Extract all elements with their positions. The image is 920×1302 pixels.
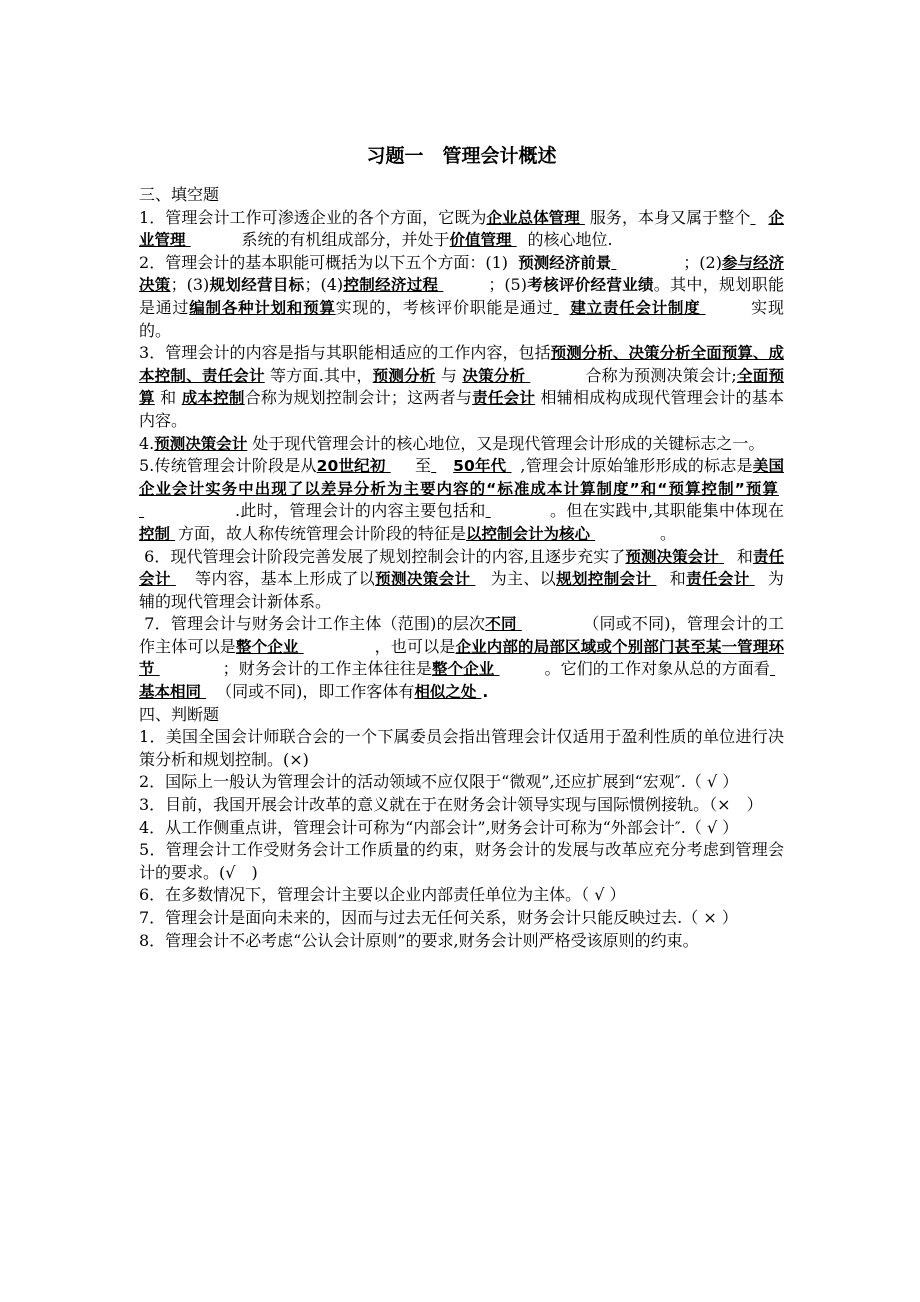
fill-question-5 [139,455,784,545]
q6-blank-pad-4 [651,568,669,591]
q5-text-g: .此时，管理会计的内容主要包括和 [235,501,486,521]
q6-text-e: 等内容，基本上形成了以 [194,569,376,589]
q7-answer-6: 相似之处 [414,683,477,702]
q1-text-a: 1．管理会计工作可渗透企业的各个方面，它既为 [139,207,487,227]
q1-text-c: 服务，本身又属于整个 [589,207,751,227]
q1-text-e: 系统的有机组成部分，并处于 [241,230,450,250]
q6-blank-pad-3 [470,568,490,591]
section-heading-true-false: 四、判断题 [139,704,220,724]
judge-question-7: 7．管理会计是面向未来的，因而与过去无任何关系，财务会计只能反映过去.（ × ） [139,908,738,927]
q2-text-i: ；(5) [488,275,527,295]
q4-text-c: 处于现代管理会计的核心地位，又是现代管理会计形成的关键标志之一。 [252,433,765,453]
q5-blank-pad-7 [590,523,660,546]
q7-text-i: 。它们的工作对象从总的方面看 [544,659,770,679]
judge-question-1: 1．美国全国会计师联合会的一个下属委员会指出管理会计仅适用于盈利性质的单位进行决策分析和规划控制。(×) [139,727,784,769]
q3-answer-5: 成本控制 [181,389,245,408]
q1-text-g: 的核心地位. [527,230,613,250]
q1-blank-pad-2 [750,207,768,230]
q7-answer-3: 企业内部的局部区域或个别部门甚至某一管理环节 [139,637,784,679]
q3-blank-pad [525,365,585,388]
judge-question-5: 5．管理会计工作受财务会计工作质量的约束，财务会计的发展与改革应充分考虑到管理会计的要求。(√ ) [139,840,784,882]
section-heading-fill-blank: 三、填空题 [139,185,220,204]
q5-text-a: 5.传统管理会计阶段是从 [139,456,317,476]
q3-answer-1: 预测分析、决策分析全面预算、成本控制、责任会计 [139,344,784,385]
q5-text-c: 至 [414,456,432,476]
judge-question-6: 6．在多数情况下，管理会计主要以企业内部责任单位为主体。（ √ ） [139,885,626,905]
q7-answer-5: 基本相同 [139,683,202,702]
q5-blank-4 [139,500,235,523]
document-body [139,184,784,952]
q5-answer-5: 以控制会计为核心 [466,524,591,543]
q7-blank-pad [517,613,573,636]
q2-answer-6: 编制各种计划和预算 [189,298,336,317]
q5-text-j: 方面，故人称传统管理会计阶段的特征是 [178,523,467,543]
q7-blank-pad-2 [299,636,375,659]
q6-text-a: 6．现代管理会计阶段完善发展了规划控制会计的内容,且逐步充实了 [144,546,626,566]
q6-blank-pad-2 [171,568,195,591]
q3-answer-2: 预测分析 [372,366,436,385]
q6-text-g: 为主、以 [490,569,557,589]
q3-text-a: 3．管理会计的内容是指与其职能相适应的工作内容，包括 [139,343,551,363]
q2-blank-pad [611,252,683,275]
q5-text-l: 。 [660,523,677,543]
q7-text-a: 7．管理会计与财务会计工作主体（范围)的层次 [144,614,486,634]
q6-answer-1: 预测决策会计 [625,547,719,566]
fill-question-4 [139,433,784,456]
fill-question-3 [139,342,784,432]
fill-question-7 [139,613,784,703]
q2-answer-1: 预测经济前景 [518,253,612,272]
q7-answer-2: 整个企业 [235,637,299,656]
q7-answer-4: 整个企业 [431,660,495,679]
q7-text-k: （同或不同)，即工作客体有 [216,682,415,702]
q6-answer-5: 责任会计 [686,570,750,589]
q5-blank-5 [486,500,550,523]
q1-blank-pad [580,207,590,230]
q2-answer-5: 考核评价经营业绩 [526,276,654,295]
q6-text-i: 和 [669,569,687,589]
q2-answer-2: 参与经济决策 [139,253,784,295]
q2-text-a: 2．管理会计的基本职能可概括为以下五个方面：(1) [139,252,509,272]
q1-answer-2: 企业管理 [139,208,784,250]
q1-answer-1: 企业总体管理 [486,208,580,227]
q1-answer-3: 价值管理 [449,231,512,250]
q2-text-k: 。其中，规划职能是通过 [139,275,784,317]
q2-answer-4: 控制经济过程 [343,276,439,295]
judge-question-4: 4．从工作侧重点讲，管理会计可称为“内部会计”,财务会计可称为“外部会计″.（ √ ） [139,817,739,837]
q6-answer-4: 规划控制会计 [556,570,652,589]
judge-question-8: 8．管理会计不必考虑“公认会计原则”的要求,财务会计则严格受该原则的约束。 [139,930,699,950]
q7-blank-pad-3 [155,658,223,681]
q7-text-g: ；财务会计的工作主体往往是 [222,659,432,679]
q3-text-k: 合称为规划控制会计；这两者与 [244,388,473,408]
q2-text-m: 实现的，考核评价职能是通过 [335,297,554,317]
q5-blank-pad-3 [506,455,520,478]
q3-answer-6: 责任会计 [472,389,536,408]
fill-question-2 [139,252,784,342]
q7-answer-1: 不同 [485,615,517,634]
q7-blank-pad-5 [770,658,784,681]
judge-question-2: 2．国际上一般认为管理会计的活动领域不应仅限于“微观”,还应扩展到“宏观″.（ √ ） [139,772,739,792]
judge-question-3: 3．目前，我国开展会计改革的意义就在于在财务会计领导实现与国际惯例接轨。（× ） [139,795,763,815]
q3-text-e: 与 [440,365,458,385]
q6-answer-3: 预测决策会计 [375,570,471,589]
q3-text-i: 和 [160,388,177,408]
q3-text-c: 等方面.其中， [270,365,373,385]
q6-text-c: 和 [736,546,753,566]
page-title: 习题一 管理会计概述 [366,145,557,167]
q7-text-c: （同或不同)，管理会计的工作主体可以是 [139,614,784,656]
fill-question-6 [139,546,784,614]
q5-blank-pad-6 [170,523,178,546]
q6-blank-pad [719,546,737,569]
q7-blank-pad-4 [494,658,544,681]
q3-text-m: 相辅相成构成现代管理会计的基本内容。 [139,388,784,430]
q4-answer-1: 预测决策会计 [154,434,248,453]
q3-text-g: 合称为预测决策会计; [585,365,737,385]
q5-answer-4: 控制 [139,524,171,543]
q4-text-a: 4. [139,433,155,453]
q6-blank-pad-5 [750,568,768,591]
q2-text-o: 实现的。 [139,297,784,340]
q2-text-e: ；(3) [170,275,210,295]
q5-blank-pad-2 [431,455,453,478]
q7-text-e: ，也可以是 [374,636,456,656]
q5-text-e: ,管理会计原始雏形形成的标志是 [520,456,753,476]
q5-blank-pad [386,455,410,478]
q2-text-g: ；(4) [304,275,344,295]
q6-answer-2: 责任会计 [139,547,784,589]
q5-answer-3: 美国企业会计实务中出现了以差异分析为主要内容的“标准成本计算制度”和“预算控制”预算 [139,457,784,498]
q7-text-m: . [482,683,489,702]
q2-blank-pad-3 [554,297,570,320]
q3-answer-3: 决策分析 [462,366,526,385]
q2-blank-pad-2 [438,274,488,297]
fill-question-1 [139,207,784,252]
q1-blank-pad-4 [512,229,528,252]
q3-answer-4: 全面预算 [139,366,784,408]
q5-answer-1: 20世纪初 [316,457,386,476]
q7-blank-pad-6 [201,681,211,704]
q5-text-h: 。但在实践中,其职能集中体现在 [549,501,784,521]
q1-blank-pad-3 [186,229,242,252]
q2-text-c: ；(2) [683,252,722,272]
q2-answer-3: 规划经营目标 [209,276,305,295]
q6-text-k: 为辅的现代管理会计新体系。 [139,569,784,611]
q5-answer-2: 50年代 [453,457,507,476]
q2-answer-7: 建立责任会计制度 [569,298,701,317]
q2-blank-pad-4 [700,297,750,320]
